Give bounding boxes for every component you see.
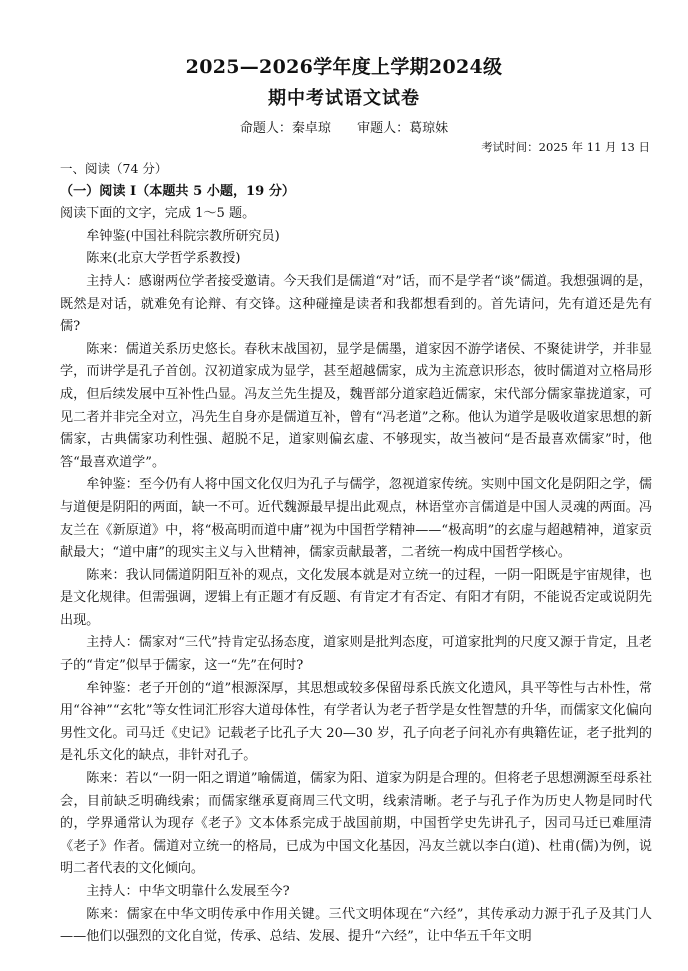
dialogue-paragraph: 陈来：儒家在中华文明传承中作用关键。三代文明体现在“六经”，其传承动力源于孔子及其门人——他们以强烈的文化自觉，传承、总结、发展、提升“六经”，让中华五千年文明 xyxy=(60,906,652,945)
dialogue-paragraph: 主持人：儒家对“三代”持肯定弘扬态度，道家则是批判态度，可道家批判的尺度又源于肯定，且老子的“肯定”似早于儒家，这一“先”在何时? xyxy=(60,635,652,674)
speaker-intro-mou: 牟钟鉴(中国社科院宗教所研究员) xyxy=(86,228,280,244)
dialogue-paragraph: 主持人：中华文明靠什么发展至今? xyxy=(86,884,290,899)
section-heading: 一、阅读（74 分） xyxy=(60,161,168,176)
dialogue-paragraph: 主持人：感谢两位学者接受邀请。今天我们是儒道“对”话，而不是学者“谈”儒道。我想强调的是，既然是对话，就难免有论辩、有交锋。这种碰撞是读者和我都想看到的。首先请问，先有道还是先有儒? xyxy=(60,273,652,335)
part-heading: （一）阅读 I（本题共 5 小题，19 分） xyxy=(60,183,296,199)
speaker-intro-chen: 陈来(北京大学哲学系教授) xyxy=(86,251,241,267)
dialogue-paragraph: 牟钟鉴：至今仍有人将中国文化仅归为孔子与儒学，忽视道家传统。实则中国文化是阴阳之学，儒与道便是阴阳的两面，缺一不可。近代魏源最早提出此观点，林语堂亦言儒道是中国人灵魂的两面。冯友兰在《新原道》中，将“极高明而道中庸”视为中国哲学精神——“极高明”的玄虚与超越精神，道家贡献最大；“道中庸”的现实主义与入世精神，儒家贡献最著，二者统一构成中国哲学核心。 xyxy=(60,477,652,561)
reading-body xyxy=(60,158,652,949)
dialogue-paragraph: 陈来：若以“一阴一阳之谓道”喻儒道，儒家为阳、道家为阴是合理的。但将老子思想溯源至母系社会，目前缺乏明确线索；而儒家继承夏商周三代文明，线索清晰。老子与孔子作为历史人物是同时代的，学界通常认为现存《老子》文本体系完成于战国前期，中国哲学史先讲孔子，因司马迁已难厘清《老子》作者。儒道对立统一的格局，已成为中国文化基因，冯友兰就以李白(道)、杜甫(儒)为例，说明二者代表的文化倾向。 xyxy=(60,771,652,877)
dialogue-paragraph: 陈来：我认同儒道阴阳互补的观点，文化发展本就是对立统一的过程，一阴一阳既是宇宙规律，也是文化规律。但需强调，逻辑上有正题才有反题、有肯定才有否定、有阳才有阴，不能说否定或说阴先出现。 xyxy=(60,567,652,628)
exam-date: 考试时间：2025 年 11 月 13 日 xyxy=(481,140,650,154)
exam-title: 2025—2026学年度上学期2024级 xyxy=(185,56,503,78)
reading-instruction: 阅读下面的文字，完成 1～5 题。 xyxy=(60,206,256,222)
question-setter: 命题人：秦卓琼 xyxy=(239,121,331,136)
exam-subtitle: 期中考试语文试卷 xyxy=(268,88,420,109)
question-reviewer: 审题人：葛琼妹 xyxy=(357,121,449,136)
author-line xyxy=(0,117,688,136)
dialogue-paragraph: 牟钟鉴：老子开创的“道”根源深厚，其思想或较多保留母系氏族文化遗风，具平等性与古朴性，常用“谷神”“玄牝”等女性词汇形容大道母体性，有学者认为老子哲学是女性智慧的升华，而儒家文化偏向男性文化。司马迁《史记》记载老子比孔子大 20—30 岁，孔子向老子问礼亦有典籍佐证，老子批判的是礼乐文化的缺点，非针对孔子。 xyxy=(60,680,652,764)
dialogue-paragraph: 陈来：儒道关系历史悠长。春秋末战国初，显学是儒墨，道家因不游学诸侯、不聚徒讲学，并非显学，而讲学是孔子首创。汉初道家成为显学，甚至超越儒家，成为主流意识形态，彼时儒道对立格局形成，但后续发展中互补性凸显。冯友兰先生提及，魏晋部分道家趋近儒家，宋代部分儒家靠拢道家，可见二者并非完全对立，冯先生自身亦是儒道互补，曾有“冯老道”之称。他认为道学是吸收道家思想的新儒家，古典儒家功利性强、超脱不足，道家则偏玄虚、不够现实，故当被问“是否最喜欢儒家”时，他答“最喜欢道学”。 xyxy=(60,341,652,470)
